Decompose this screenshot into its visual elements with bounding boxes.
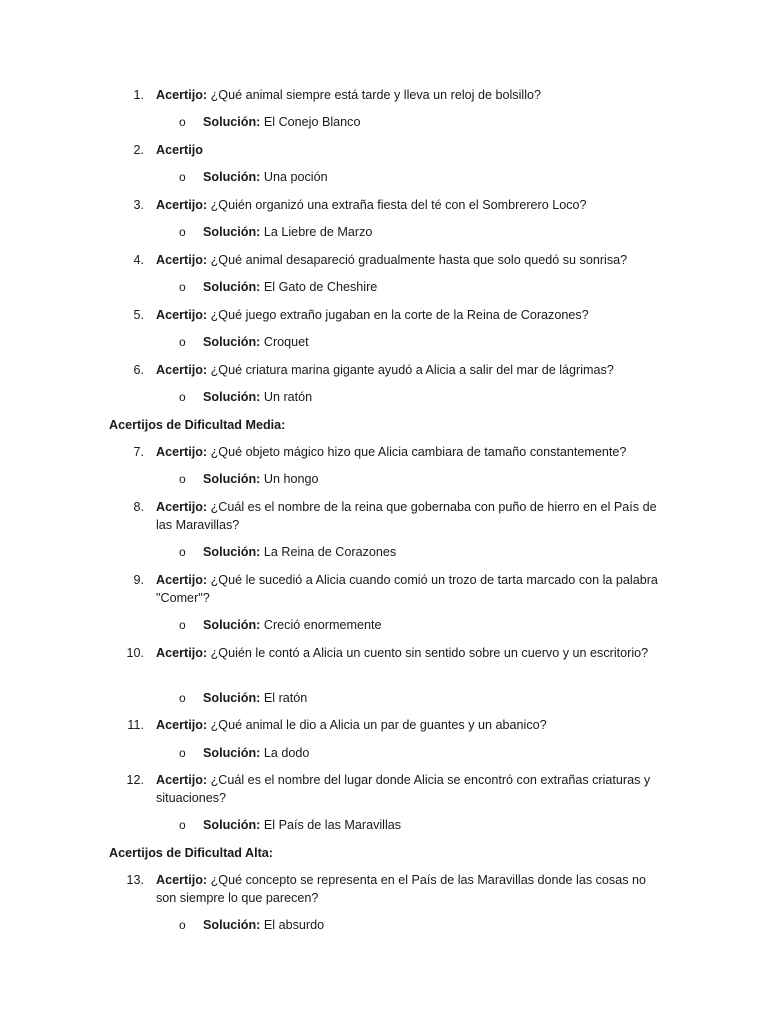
solution-label: Solución: bbox=[203, 170, 261, 184]
riddle-question: ¿Qué le sucedió a Alicia cuando comió un trozo de tarta marcado con la palabra "Comer"? bbox=[156, 573, 658, 605]
solution-text bbox=[203, 470, 319, 488]
solution-label: Solución: bbox=[203, 746, 261, 760]
riddle-text bbox=[156, 644, 661, 662]
solution-answer: La Liebre de Marzo bbox=[263, 225, 373, 239]
riddle-text bbox=[156, 86, 661, 104]
item-number: 7. bbox=[133, 445, 144, 459]
solution-label: Solución: bbox=[203, 225, 261, 239]
solution-answer: Una poción bbox=[263, 170, 328, 184]
riddle-text bbox=[156, 306, 661, 324]
solution-label: Solución: bbox=[203, 691, 261, 705]
riddle-text bbox=[156, 251, 661, 269]
solution-answer: Un hongo bbox=[263, 472, 319, 486]
item-number: 6. bbox=[133, 363, 144, 377]
riddle-question: ¿Qué juego extraño jugaban en la corte de la Reina de Corazones? bbox=[210, 308, 589, 322]
item-number: 11. bbox=[127, 718, 144, 732]
bullet-icon: o bbox=[179, 746, 186, 760]
riddle-label: Acertijo: bbox=[156, 363, 208, 377]
solution-label: Solución: bbox=[203, 115, 261, 129]
riddle-text bbox=[156, 716, 661, 734]
riddle-text bbox=[156, 361, 661, 379]
item-number: 8. bbox=[133, 500, 144, 514]
solution-label: Solución: bbox=[203, 390, 261, 404]
item-number: 12. bbox=[126, 773, 144, 787]
solution-label: Solución: bbox=[203, 618, 261, 632]
solution-text bbox=[203, 278, 377, 296]
riddle-question: ¿Quién le contó a Alicia un cuento sin sentido sobre un cuervo y un escritorio? bbox=[210, 646, 649, 660]
riddle-text bbox=[156, 571, 661, 607]
item-number: 9. bbox=[133, 573, 144, 587]
section-heading-high: Acertijos de Dificultad Alta: bbox=[109, 846, 273, 860]
item-number: 1. bbox=[133, 88, 144, 102]
bullet-icon: o bbox=[179, 335, 186, 349]
solution-text bbox=[203, 388, 312, 406]
riddle-question: ¿Qué concepto se representa en el País de las Maravillas donde las cosas no son siempre lo que parecen? bbox=[156, 873, 647, 905]
riddle-label: Acertijo: bbox=[156, 198, 208, 212]
riddle-label: Acertijo: bbox=[156, 253, 208, 267]
riddle-text bbox=[156, 443, 661, 461]
riddle-text bbox=[156, 498, 661, 534]
solution-label: Solución: bbox=[203, 335, 261, 349]
solution-answer: La Reina de Corazones bbox=[263, 545, 397, 559]
section-heading-medium: Acertijos de Dificultad Media: bbox=[109, 418, 286, 432]
solution-text bbox=[203, 113, 361, 131]
riddle-question: ¿Cuál es el nombre del lugar donde Alicia se encontró con extrañas criaturas y situaciones? bbox=[156, 773, 651, 805]
riddle-question: ¿Qué animal desapareció gradualmente hasta que solo quedó su sonrisa? bbox=[210, 253, 628, 267]
riddle-label: Acertijo: bbox=[156, 500, 208, 514]
solution-text bbox=[203, 543, 396, 561]
solution-label: Solución: bbox=[203, 280, 261, 294]
riddle-label: Acertijo: bbox=[156, 718, 208, 732]
bullet-icon: o bbox=[179, 225, 186, 239]
solution-answer: El País de las Maravillas bbox=[263, 818, 402, 832]
solution-answer: El Gato de Cheshire bbox=[263, 280, 378, 294]
riddle-question: ¿Cuál es el nombre de la reina que gobernaba con puño de hierro en el País de las Maravillas? bbox=[156, 500, 657, 532]
item-number: 5. bbox=[133, 308, 144, 322]
item-number: 3. bbox=[133, 198, 144, 212]
riddle-label: Acertijo: bbox=[156, 308, 208, 322]
solution-text bbox=[203, 816, 401, 834]
riddle-text bbox=[156, 871, 661, 907]
bullet-icon: o bbox=[179, 280, 186, 294]
bullet-icon: o bbox=[179, 472, 186, 486]
riddle-label: Acertijo bbox=[156, 143, 203, 157]
item-number: 4. bbox=[133, 253, 144, 267]
bullet-icon: o bbox=[179, 618, 186, 632]
solution-answer: Croquet bbox=[263, 335, 309, 349]
riddle-text bbox=[156, 141, 661, 159]
item-number: 2. bbox=[133, 143, 144, 157]
riddle-question: ¿Quién organizó una extraña fiesta del té con el Sombrerero Loco? bbox=[210, 198, 587, 212]
bullet-icon: o bbox=[179, 545, 186, 559]
riddle-question: ¿Qué criatura marina gigante ayudó a Alicia a salir del mar de lágrimas? bbox=[210, 363, 614, 377]
solution-answer: Creció enormemente bbox=[263, 618, 382, 632]
solution-answer: El ratón bbox=[263, 691, 308, 705]
riddle-label: Acertijo: bbox=[156, 873, 208, 887]
solution-answer: El Conejo Blanco bbox=[263, 115, 361, 129]
solution-text bbox=[203, 616, 381, 634]
bullet-icon: o bbox=[179, 170, 186, 184]
solution-label: Solución: bbox=[203, 545, 261, 559]
solution-text bbox=[203, 744, 309, 762]
solution-answer: El absurdo bbox=[263, 918, 325, 932]
bullet-icon: o bbox=[179, 918, 186, 932]
bullet-icon: o bbox=[179, 390, 186, 404]
solution-answer: La dodo bbox=[263, 746, 310, 760]
riddle-text bbox=[156, 771, 661, 807]
solution-text bbox=[203, 333, 309, 351]
solution-label: Solución: bbox=[203, 472, 261, 486]
riddle-text bbox=[156, 196, 661, 214]
solution-label: Solución: bbox=[203, 818, 261, 832]
riddle-question: ¿Qué objeto mágico hizo que Alicia cambiara de tamaño constantemente? bbox=[210, 445, 627, 459]
bullet-icon: o bbox=[179, 818, 186, 832]
item-number: 13. bbox=[126, 873, 144, 887]
solution-text bbox=[203, 168, 328, 186]
bullet-icon: o bbox=[179, 691, 186, 705]
bullet-icon: o bbox=[179, 115, 186, 129]
solution-text bbox=[203, 916, 324, 934]
solution-text bbox=[203, 689, 307, 707]
riddle-question: ¿Qué animal le dio a Alicia un par de guantes y un abanico? bbox=[210, 718, 547, 732]
solution-label: Solución: bbox=[203, 918, 261, 932]
riddle-label: Acertijo: bbox=[156, 773, 208, 787]
riddle-label: Acertijo: bbox=[156, 646, 208, 660]
riddle-label: Acertijo: bbox=[156, 88, 208, 102]
solution-answer: Un ratón bbox=[263, 390, 313, 404]
riddle-label: Acertijo: bbox=[156, 573, 208, 587]
solution-text bbox=[203, 223, 372, 241]
riddle-label: Acertijo: bbox=[156, 445, 208, 459]
riddle-question: ¿Qué animal siempre está tarde y lleva un reloj de bolsillo? bbox=[210, 88, 541, 102]
item-number: 10. bbox=[126, 646, 144, 660]
